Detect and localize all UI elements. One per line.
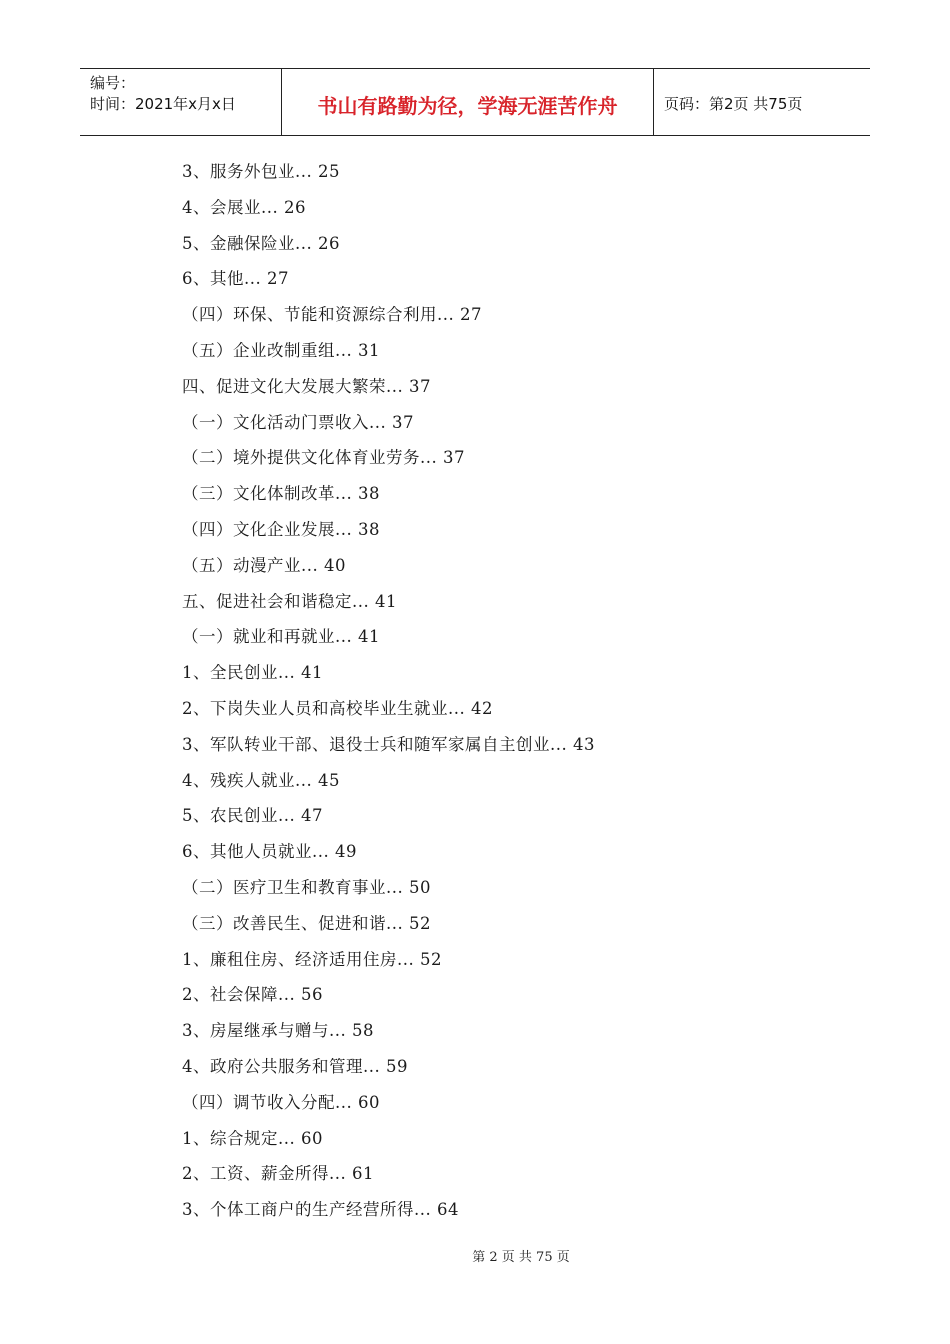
toc-entry: 5、金融保险业... 26 bbox=[182, 233, 340, 253]
toc-entry: 四、促进文化大发展大繁荣... 37 bbox=[182, 376, 431, 396]
toc-entry: 3、房屋继承与赠与... 58 bbox=[182, 1021, 374, 1041]
toc-entry: 6、其他... 27 bbox=[182, 269, 289, 289]
toc-entry: （三）文化体制改革... 38 bbox=[182, 484, 380, 504]
date-label: 时间：2021年x月x日 bbox=[90, 95, 236, 113]
toc-entry: （四）文化企业发展... 38 bbox=[182, 519, 380, 539]
toc-entry: （一）文化活动门票收入... 37 bbox=[182, 412, 414, 432]
header-meta bbox=[80, 69, 282, 135]
toc-entry: 1、综合规定... 60 bbox=[182, 1128, 323, 1148]
toc-entry: 4、政府公共服务和管理... 59 bbox=[182, 1056, 408, 1076]
table-of-contents bbox=[182, 157, 595, 1231]
toc-entry: （一）就业和再就业... 41 bbox=[182, 627, 380, 647]
toc-entry: （四）调节收入分配... 60 bbox=[182, 1092, 380, 1112]
toc-entry: （四）环保、节能和资源综合利用... 27 bbox=[182, 305, 482, 325]
page-footer: 第 2 页 共 75 页 bbox=[472, 1250, 570, 1265]
toc-entry: （二）境外提供文化体育业劳务... 37 bbox=[182, 448, 465, 468]
serial-label: 编号： bbox=[90, 74, 136, 92]
toc-entry: 3、个体工商户的生产经营所得... 64 bbox=[182, 1200, 459, 1220]
toc-entry: （五）企业改制重组... 31 bbox=[182, 340, 380, 360]
toc-entry: 2、社会保障... 56 bbox=[182, 985, 323, 1005]
toc-entry: （三）改善民生、促进和谐... 52 bbox=[182, 913, 431, 933]
toc-entry: 5、农民创业... 47 bbox=[182, 806, 323, 826]
header-motto: 书山有路勤为径，学海无涯苦作舟 bbox=[282, 69, 654, 135]
page-header bbox=[80, 68, 870, 136]
header-page-code: 页码：第2页 共75页 bbox=[664, 94, 803, 113]
toc-entry: 3、服务外包业... 25 bbox=[182, 162, 340, 181]
toc-entry: 6、其他人员就业... 49 bbox=[182, 842, 357, 862]
toc-entry: （五）动漫产业... 40 bbox=[182, 555, 346, 575]
toc-entry: 3、军队转业干部、退役士兵和随军家属自主创业... 43 bbox=[182, 734, 595, 754]
toc-entry: 五、促进社会和谐稳定... 41 bbox=[182, 591, 397, 611]
toc-entry: （二）医疗卫生和教育事业... 50 bbox=[182, 877, 431, 897]
toc-entry: 1、廉租住房、经济适用住房... 52 bbox=[182, 949, 442, 969]
toc-entry: 1、全民创业... 41 bbox=[182, 663, 323, 683]
toc-entry: 2、工资、薪金所得... 61 bbox=[182, 1164, 374, 1184]
toc-entry: 4、会展业... 26 bbox=[182, 197, 306, 217]
toc-entry: 4、残疾人就业... 45 bbox=[182, 770, 340, 790]
toc-entry: 2、下岗失业人员和高校毕业生就业... 42 bbox=[182, 698, 493, 718]
